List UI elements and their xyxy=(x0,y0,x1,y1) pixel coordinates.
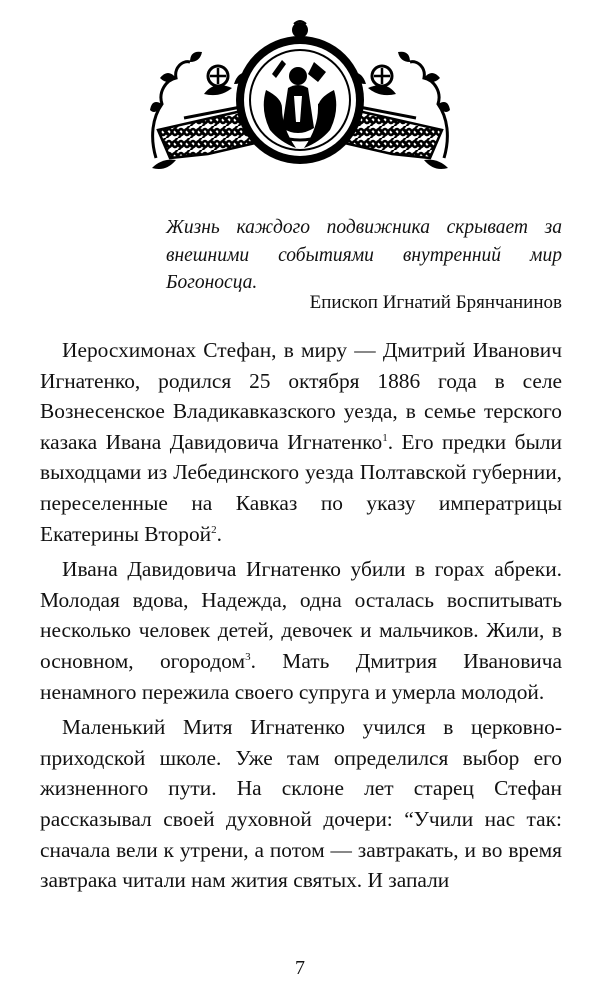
paragraph-text: . xyxy=(216,521,222,546)
paragraph-text: . Мать Дмитрия Ивановича ненамного пережила своего супруга и умерла молодой. xyxy=(40,648,562,704)
body-text xyxy=(40,335,562,901)
paragraph-text: Иеросхимонах Стефан, в миру — Дмитрий Иванович Игнатенко, родился 25 октября 1886 года в селе Вознесенское Владикавказского уезда, в семье терского казака Ивана Давидовича Игнатенко xyxy=(40,338,562,454)
paragraph-text: . Его предки были выходцами из Лебединского уезда Полтавской губернии, переселенные на Кавказ по указу императрицы Екатерины Второй xyxy=(40,429,562,546)
page-number: 7 xyxy=(295,957,305,979)
decorative-headpiece-icon xyxy=(148,18,452,178)
footnote-marker[interactable]: 1 xyxy=(382,431,388,444)
body-paragraph xyxy=(40,335,562,549)
epigraph-text: Жизнь каждого подвижника скрывает за внешними событиями внутренний мир Богоносца. xyxy=(166,217,562,293)
paragraph-text: Ивана Давидовича Игнатенко убили в горах абреки. Молодая вдова, Надежда, одна осталась воспитывать несколько человек детей, девочек и мальчиков. Жили, в основном, огородом xyxy=(40,557,562,673)
footnote-marker[interactable]: 3 xyxy=(245,650,251,663)
body-paragraph xyxy=(40,554,562,707)
epigraph xyxy=(166,214,562,297)
epigraph-attribution: Епископ Игнатий Брянчанинов xyxy=(309,292,562,313)
footnote-marker[interactable]: 2 xyxy=(211,523,217,536)
paragraph-text: Маленький Митя Игнатенко учился в церковно-приходской школе. Уже там определился выбор его жизненного пути. На склоне лет старец Стефан рассказывал своей духовной дочери: “Учили нас так: сначала вели к утрени, а потом — завтракать, и во время завтрака читали нам жития святых. И запали xyxy=(40,715,562,893)
body-paragraph xyxy=(40,712,562,896)
